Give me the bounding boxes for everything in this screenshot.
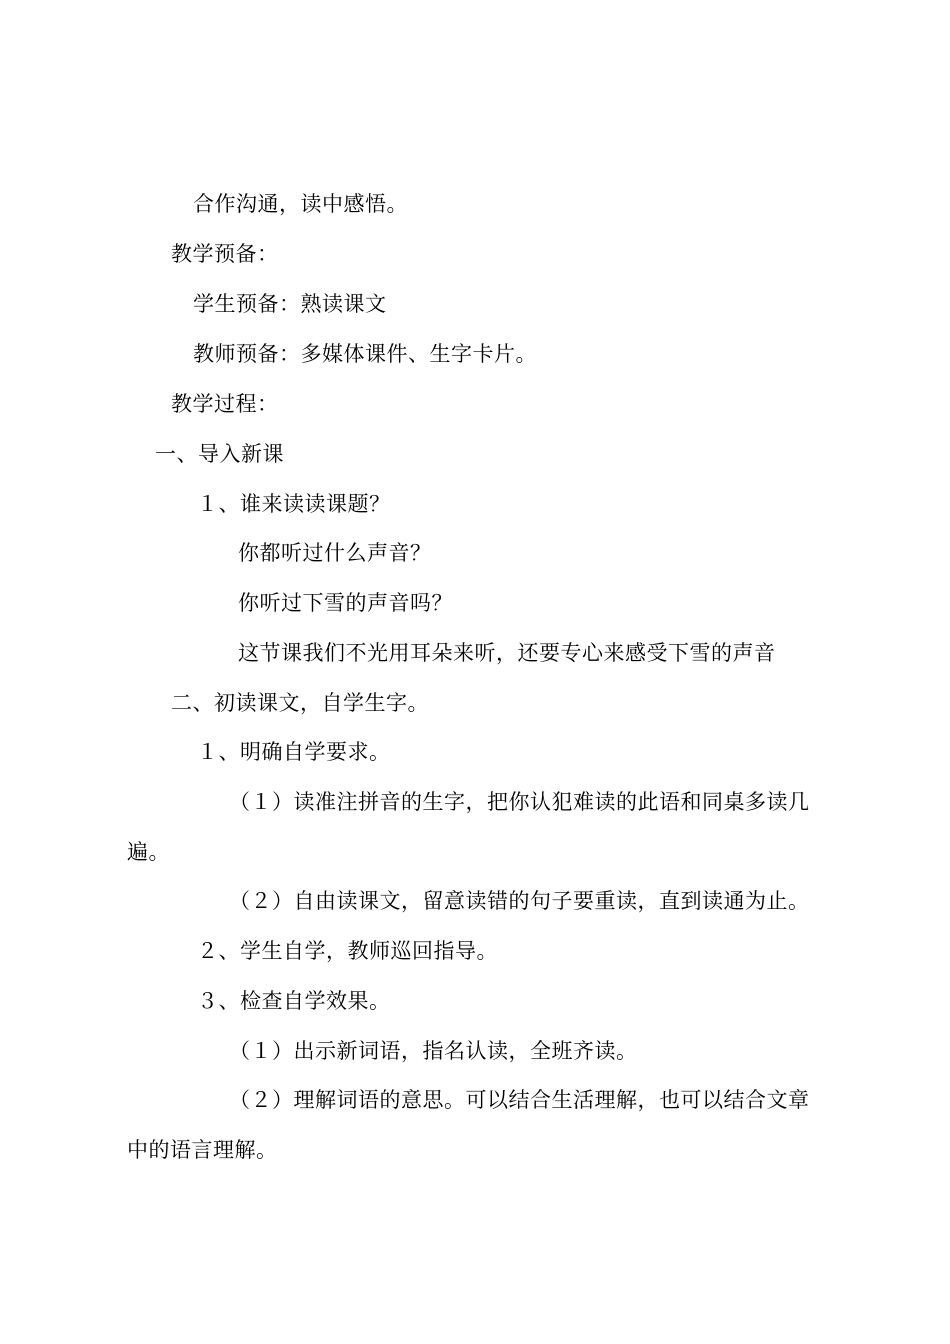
text-line: （１）读准注拼音的生字，把你认犯难读的此语和同桌多读几 xyxy=(229,790,810,814)
text-line: 中的语言理解。 xyxy=(127,1138,278,1162)
text-line: １、谁来读读课题？ xyxy=(197,492,391,516)
text-line: ２、学生自学，教师巡回指导。 xyxy=(197,939,498,963)
section-heading: 一、导入新课 xyxy=(155,442,284,466)
text-line: 这节课我们不光用耳朵来听，还要专心来感受下雪的声音 xyxy=(238,641,776,665)
section-heading: 教学预备： xyxy=(171,242,279,266)
text-line: （１）出示新词语，指名认读，全班齐读。 xyxy=(229,1039,638,1063)
text-line: 你都听过什么声音？ xyxy=(238,541,432,565)
text-line: （２）自由读课文，留意读错的句子要重读，直到读通为止。 xyxy=(229,889,810,913)
text-line: １、明确自学要求。 xyxy=(197,740,391,764)
section-heading: 教学过程： xyxy=(171,392,279,416)
text-line: 合作沟通，读中感悟。 xyxy=(193,192,408,216)
text-line: 学生预备：熟读课文 xyxy=(193,292,387,316)
text-line: （２）理解词语的意思。可以结合生活理解，也可以结合文章 xyxy=(229,1088,810,1112)
text-line: 遍。 xyxy=(127,840,170,864)
section-heading: 二、初读课文，自学生字。 xyxy=(171,691,429,715)
text-line: 教师预备：多媒体课件、生字卡片。 xyxy=(193,342,537,366)
text-line: 你听过下雪的声音吗？ xyxy=(238,591,453,615)
text-line: ３、检查自学效果。 xyxy=(197,989,391,1013)
